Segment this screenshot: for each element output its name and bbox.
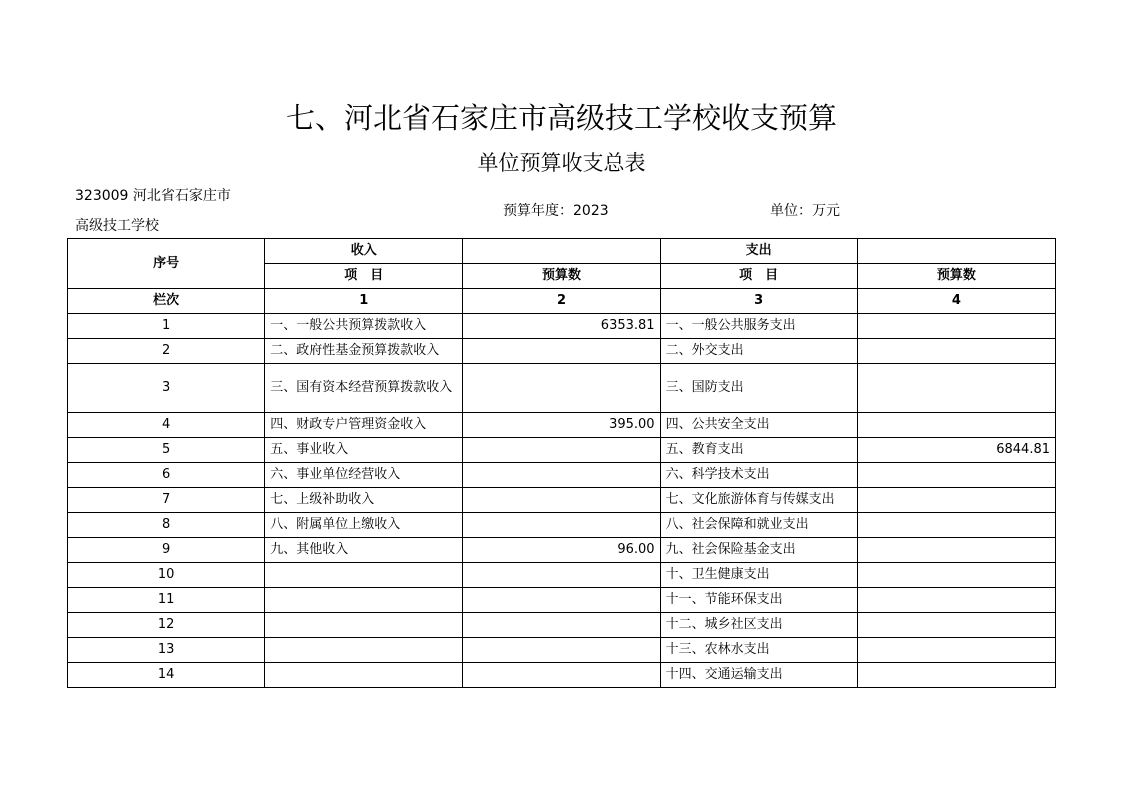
row-income-amount xyxy=(463,339,660,364)
row-expense-item: 四、公共安全支出 xyxy=(660,413,857,438)
row-seq: 14 xyxy=(68,663,265,688)
header-income: 收入 xyxy=(265,239,463,264)
row-income-item: 四、财政专户管理资金收入 xyxy=(265,413,463,438)
row-income-amount: 96.00 xyxy=(463,538,660,563)
table-row xyxy=(68,438,1056,463)
row-seq: 7 xyxy=(68,488,265,513)
row-income-item: 七、上级补助收入 xyxy=(265,488,463,513)
row-seq: 13 xyxy=(68,638,265,663)
row-seq: 12 xyxy=(68,613,265,638)
table-row xyxy=(68,413,1056,438)
row-income-amount xyxy=(463,364,660,413)
row-expense-item: 九、社会保险基金支出 xyxy=(660,538,857,563)
row-expense-amount xyxy=(857,364,1055,413)
row-income-amount: 6353.81 xyxy=(463,314,660,339)
table-row xyxy=(68,463,1056,488)
row-expense-item: 七、文化旅游体育与传媒支出 xyxy=(660,488,857,513)
row-expense-item: 五、教育支出 xyxy=(660,438,857,463)
row-expense-item: 三、国防支出 xyxy=(660,364,857,413)
row-expense-amount xyxy=(857,638,1055,663)
row-income-amount xyxy=(463,563,660,588)
row-expense-item: 十四、交通运输支出 xyxy=(660,663,857,688)
table-row xyxy=(68,563,1056,588)
row-expense-amount xyxy=(857,613,1055,638)
header-row-1 xyxy=(68,239,1056,264)
row-income-item: 三、国有资本经营预算拨款收入 xyxy=(265,364,463,413)
row-expense-item: 八、社会保障和就业支出 xyxy=(660,513,857,538)
row-expense-item: 六、科学技术支出 xyxy=(660,463,857,488)
unit-code-line2: 高级技工学校 xyxy=(75,218,159,234)
row-income-amount xyxy=(463,438,660,463)
row-income-item: 九、其他收入 xyxy=(265,538,463,563)
header-income-amount: 预算数 xyxy=(463,264,660,289)
table-row xyxy=(68,314,1056,339)
row-income-amount xyxy=(463,638,660,663)
row-income-item: 二、政府性基金预算拨款收入 xyxy=(265,339,463,364)
row-expense-amount xyxy=(857,488,1055,513)
row-expense-item: 十三、农林水支出 xyxy=(660,638,857,663)
row-income-item xyxy=(265,588,463,613)
header-income-item: 项 目 xyxy=(265,264,463,289)
row-income-item: 八、附属单位上缴收入 xyxy=(265,513,463,538)
currency-unit: 单位：万元 xyxy=(770,203,840,219)
header-expense-item: 项 目 xyxy=(660,264,857,289)
row-income-item xyxy=(265,638,463,663)
row-expense-item: 十、卫生健康支出 xyxy=(660,563,857,588)
table-row xyxy=(68,638,1056,663)
row-seq: 6 xyxy=(68,463,265,488)
row-seq: 5 xyxy=(68,438,265,463)
header-row-3 xyxy=(68,289,1056,314)
header-row-label: 栏次 xyxy=(68,289,265,314)
row-seq: 4 xyxy=(68,413,265,438)
row-expense-amount xyxy=(857,538,1055,563)
row-seq: 9 xyxy=(68,538,265,563)
row-income-item xyxy=(265,563,463,588)
row-expense-item: 一、一般公共服务支出 xyxy=(660,314,857,339)
row-expense-amount xyxy=(857,513,1055,538)
row-expense-amount xyxy=(857,663,1055,688)
table-row xyxy=(68,488,1056,513)
table-row xyxy=(68,339,1056,364)
table-row xyxy=(68,364,1056,413)
header-blank-income xyxy=(463,239,660,264)
header-col3: 3 xyxy=(660,289,857,314)
row-income-amount xyxy=(463,463,660,488)
header-col2: 2 xyxy=(463,289,660,314)
row-income-amount xyxy=(463,513,660,538)
row-expense-item: 二、外交支出 xyxy=(660,339,857,364)
row-expense-item: 十二、城乡社区支出 xyxy=(660,613,857,638)
row-income-amount xyxy=(463,588,660,613)
row-expense-amount xyxy=(857,588,1055,613)
row-expense-amount xyxy=(857,314,1055,339)
row-expense-amount: 6844.81 xyxy=(857,438,1055,463)
row-seq: 11 xyxy=(68,588,265,613)
row-income-amount xyxy=(463,663,660,688)
table-row xyxy=(68,613,1056,638)
row-expense-item: 十一、节能环保支出 xyxy=(660,588,857,613)
row-income-amount: 395.00 xyxy=(463,413,660,438)
header-col1: 1 xyxy=(265,289,463,314)
table-row xyxy=(68,538,1056,563)
table-row xyxy=(68,513,1056,538)
header-seq: 序号 xyxy=(68,239,265,289)
row-expense-amount xyxy=(857,463,1055,488)
table-row xyxy=(68,588,1056,613)
header-expense-amount: 预算数 xyxy=(857,264,1055,289)
row-income-item: 五、事业收入 xyxy=(265,438,463,463)
row-expense-amount xyxy=(857,339,1055,364)
header-expense: 支出 xyxy=(660,239,857,264)
row-seq: 10 xyxy=(68,563,265,588)
page-title: 七、河北省石家庄市高级技工学校收支预算 xyxy=(285,101,837,135)
row-expense-amount xyxy=(857,413,1055,438)
row-seq: 2 xyxy=(68,339,265,364)
page-subtitle: 单位预算收支总表 xyxy=(477,151,646,175)
row-expense-amount xyxy=(857,563,1055,588)
row-income-item xyxy=(265,613,463,638)
row-income-amount xyxy=(463,613,660,638)
row-seq: 1 xyxy=(68,314,265,339)
row-income-item: 一、一般公共预算拨款收入 xyxy=(265,314,463,339)
table-row xyxy=(68,663,1056,688)
header-col4: 4 xyxy=(857,289,1055,314)
row-income-item xyxy=(265,663,463,688)
row-income-item: 六、事业单位经营收入 xyxy=(265,463,463,488)
row-income-amount xyxy=(463,488,660,513)
row-seq: 3 xyxy=(68,364,265,413)
unit-code-line1: 323009 河北省石家庄市 xyxy=(75,188,231,204)
budget-table xyxy=(67,238,1056,688)
budget-year: 预算年度：2023 xyxy=(503,203,609,219)
header-blank-expense xyxy=(857,239,1055,264)
row-seq: 8 xyxy=(68,513,265,538)
